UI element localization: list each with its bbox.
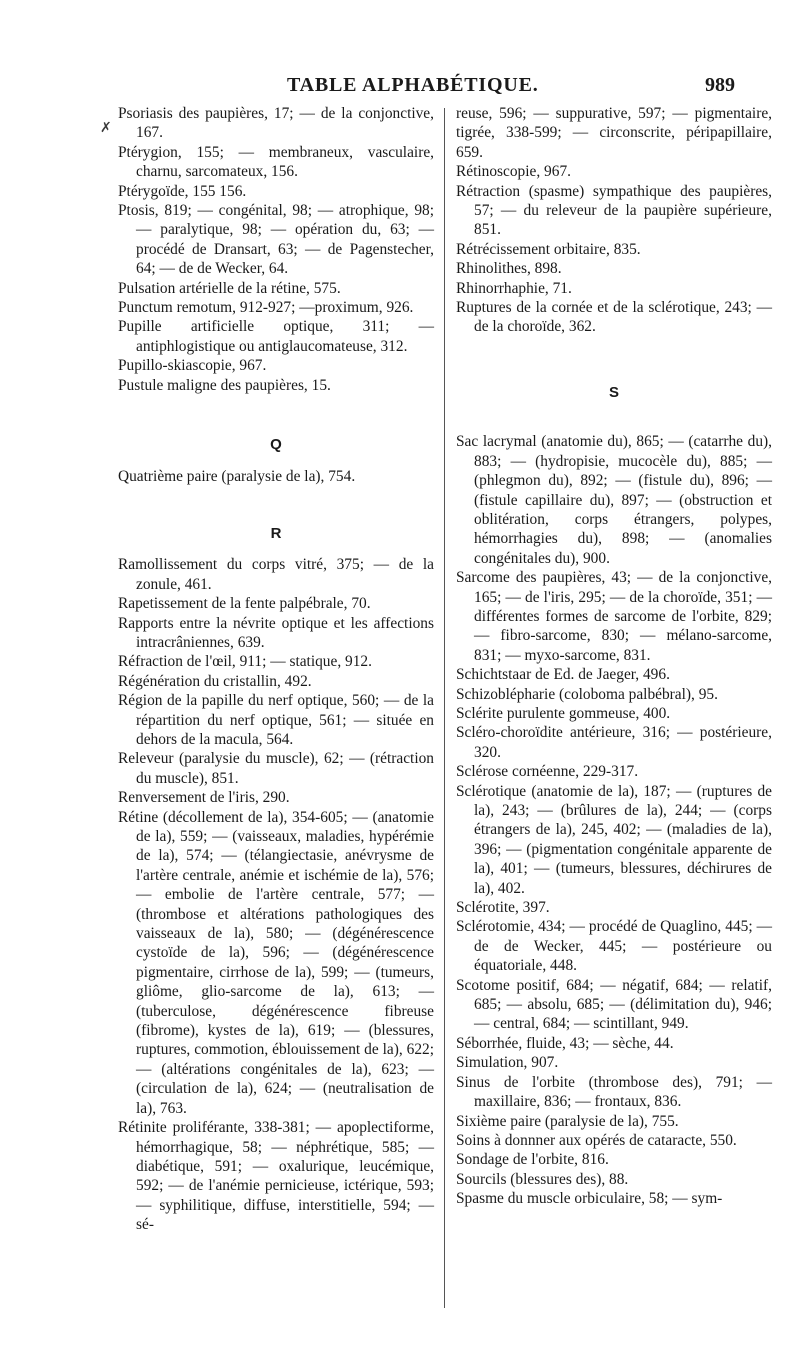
index-entry: Rétinoscopie, 967.	[456, 163, 571, 181]
index-entry: Séborrhée, fluide, 43; — sèche, 44.	[456, 1034, 674, 1052]
index-entry: Ptérygoïde, 155 156.	[118, 182, 247, 200]
index-entry: Sinus de l'orbite (thrombose des), 791; — maxillaire, 836; — frontaux, 836.	[456, 1073, 772, 1111]
index-entry: Sac lacrymal (anatomie du), 865; — (catarrhe du), 883; — (hydropisie, mucocèle du), 885; — (phlegmon du), 892; — (fistule du), 896; — (fistule capillaire du), 897; — (obstruction et oblitération, corps étrangers, polypes, hémorrhagies du), 898; — (anomalies congénitales du), 900.	[456, 433, 772, 567]
section-r-continued-entries	[456, 104, 772, 337]
index-entry: Rapetissement de la fente palpébrale, 70.	[118, 595, 371, 613]
section-p-entries	[118, 104, 434, 395]
column-divider	[444, 108, 445, 1308]
index-entry: Régénération du cristallin, 492.	[118, 672, 312, 690]
index-entry: Pustule maligne des paupières, 15.	[118, 376, 331, 394]
index-entry: Rhinorrhaphie, 71.	[456, 279, 572, 297]
index-entry: Rétine (décollement de la), 354-605; — (anatomie de la), 559; — (vaisseaux, maladies, hypérémie de la), 574; — (télangiectasie, anévrysme de l'artère centrale, anémie et ischémie de la), 576; — embolie de l'artère centrale, 577; — (thrombose et altérations pathologiques des vaisseaux de la), 580; — (dégénérescence cystoïde de la), 596; — (dégénérescence pigmentaire, cirrhose de la), 599; — (tumeurs, gliôme, glio-sarcome de la), 613; — (tuberculose, dégénérescence fibreuse (fibrome), kystes de la), 619; — (blessures, ruptures, commotion, éblouissement de la), 622; — (altérations congénitales de la), 623; — (circulation de la), 624; — (neutralisation de la), 763.	[118, 808, 434, 1117]
handwritten-mark: ✗	[100, 120, 112, 136]
index-entry: Ptérygion, 155; — membraneux, vasculaire, charnu, sarcomateux, 156.	[118, 143, 434, 181]
index-entry: Rétrécissement orbitaire, 835.	[456, 240, 641, 258]
index-entry: Sclérite purulente gommeuse, 400.	[456, 704, 671, 722]
index-entry: Pupillo-skiascopie, 967.	[118, 357, 267, 375]
index-entry: Spasme du muscle orbiculaire, 58; — sym-	[456, 1190, 723, 1208]
index-entry: Sixième paire (paralysie de la), 755.	[456, 1112, 679, 1130]
index-entry: Rétraction (spasme) sympathique des paupières, 57; — du releveur de la paupière supérieure, 851.	[456, 182, 772, 239]
index-entry: Scléro-choroïdite antérieure, 316; — postérieure, 320.	[456, 724, 772, 761]
page-title: TABLE ALPHABÉTIQUE.	[287, 74, 539, 96]
index-entry: Punctum remotum, 912-927; —proximum, 926.	[118, 299, 414, 317]
index-entry: Schizoblépharie (coloboma palbébral), 95.	[456, 685, 718, 703]
section-letter-s: S	[608, 383, 619, 401]
index-entry: Rapports entre la névrite optique et les affections intracrâniennes, 639.	[118, 614, 434, 651]
index-entry: Releveur (paralysie du muscle), 62; — (rétraction du muscle), 851.	[118, 750, 434, 787]
index-entry: Sondage de l'orbite, 816.	[456, 1151, 609, 1169]
index-entry: Pupille artificielle optique, 311; — antiphlogistique ou antiglaucomateuse, 312.	[118, 318, 434, 355]
index-entry: Sourcils (blessures des), 88.	[456, 1170, 629, 1188]
index-entry: Sclérotomie, 434; — procédé de Quaglino, 445; — de de Wecker, 445; — postérieure ou équatoriale, 448.	[456, 918, 772, 975]
index-entry: Renversement de l'iris, 290.	[118, 789, 290, 807]
index-entry: Région de la papille du nerf optique, 560; — de la répartition du nerf optique, 561; — située en dehors de la macula, 564.	[118, 692, 434, 748]
index-entry: Sclérose cornéenne, 229-317.	[456, 763, 639, 781]
section-letter-q: Q	[270, 436, 282, 454]
section-q-entries	[118, 467, 434, 486]
index-entry: Psoriasis des paupières, 17; — de la conjonctive, 167.	[118, 105, 434, 142]
index-entry: Sarcome des paupières, 43; — de la conjonctive, 165; — de l'iris, 295; — de la choroïde, 351; — différentes formes de sarcome de l'orbite, 829; — fibro-sarcome, 830; — mélano-sarcome, 831; — myxo-sarcome, 831.	[456, 569, 772, 664]
index-entry: Pulsation artérielle de la rétine, 575.	[118, 279, 341, 297]
section-letter-r: R	[270, 524, 282, 542]
index-entry: Simulation, 907.	[456, 1054, 559, 1072]
index-entry: reuse, 596; — suppurative, 597; — pigmentaire, tigrée, 338-599; — circonscrite, péripapillaire, 659.	[456, 105, 772, 161]
index-entry: Ruptures de la cornée et de la sclérotique, 243; — de la choroïde, 362.	[456, 299, 772, 336]
index-entry: Ptosis, 819; — congénital, 98; — atrophique, 98; — paralytique, 98; — opération du, 63; — procédé de Dransart, 63; — de Pagenstecher, 64; — de de Wecker, 64.	[118, 202, 434, 278]
index-entry: Rétinite proliférante, 338-381; — apoplectiforme, hémorrhagique, 58; — néphrétique, 585; — diabétique, 591; — oxalurique, leucémique, 592; — de l'anémie pernicieuse, ictérique, 593; — syphilitique, diffuse, interstitielle, 594; — sé-	[118, 1119, 434, 1234]
right-column	[456, 104, 772, 1209]
section-r-entries	[118, 555, 434, 1234]
index-entry: Sclérotite, 397.	[456, 899, 550, 917]
index-entry: Ramollissement du corps vitré, 375; — de la zonule, 461.	[118, 556, 434, 593]
index-entry: Schichtstaar de Ed. de Jaeger, 496.	[456, 666, 670, 684]
left-column	[118, 104, 434, 1235]
index-entry: Soins à donnner aux opérés de cataracte, 550.	[456, 1131, 737, 1149]
index-entry: Sclérotique (anatomie de la), 187; — (ruptures de la), 243; — (brûlures de la), 244; — (corps étrangers de la), 245, 402; — (maladies de la), 396; — (pigmentation congénitale apparente de la), 401; — (tumeurs, blessures, déchirures de la), 402.	[456, 782, 772, 897]
index-entry: Rhinolithes, 898.	[456, 260, 562, 278]
index-entry: Réfraction de l'œil, 911; — statique, 912.	[118, 653, 372, 671]
section-s-entries	[456, 432, 772, 1208]
page-number: 989	[705, 74, 735, 96]
index-entry: Quatrième paire (paralysie de la), 754.	[118, 467, 356, 485]
index-entry: Scotome positif, 684; — négatif, 684; — relatif, 685; — absolu, 685; — (délimitation du), 946; — central, 684; — scintillant, 949.	[456, 976, 772, 1033]
running-head	[0, 74, 800, 98]
